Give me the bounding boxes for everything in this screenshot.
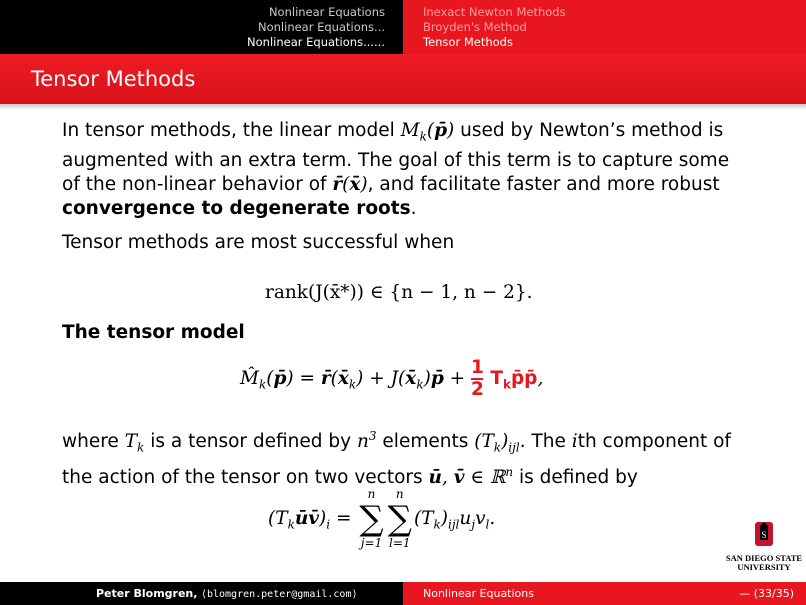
math-vectors: ū, v̄ ∈ ℝ$^n$ [428, 464, 514, 488]
nav-right [403, 0, 806, 54]
text: where [62, 431, 125, 453]
sdsu-shield-icon [753, 520, 775, 550]
math-tk: $T_k$ [124, 431, 145, 455]
svg-text:S: S [761, 530, 767, 540]
title-bar [0, 54, 806, 104]
top-navigation [0, 0, 806, 54]
heading-tensor-model: The tensor model [62, 322, 245, 343]
page-number: — (33/35) [739, 587, 794, 600]
nav-subsection-current[interactable]: Tensor Methods [423, 35, 513, 49]
university-logo [723, 520, 805, 580]
nav-item[interactable]: Nonlinear Equations... [258, 20, 385, 34]
text: used by Newton’s method is augmented with an extra term. The goal of this term is to capture some of the non-linear behavior of [62, 120, 730, 195]
math-residual: r̄(x̄) [332, 173, 368, 195]
logo-text-2: UNIVERSITY [737, 562, 791, 572]
text: is a tensor defined by [144, 431, 357, 453]
fraction-half: $\frac{1}{2}$ [471, 357, 484, 400]
math-tkijl: $(T_k)_{ijl}$ [474, 431, 520, 455]
sum-l: n ∑ l=1 [387, 487, 412, 550]
text: is defined by [513, 467, 638, 488]
emphasis-text: convergence to degenerate roots [62, 197, 411, 219]
text: , and facilitate faster and more robust [367, 173, 720, 195]
text: th component of the action of the tensor on two vectors [62, 431, 731, 488]
tensor-model-equation: $M̂_k(p̄)$ = $r̄(x̄_k)$ + $J(x̄_k)p̄$ + $\frac{1}{2}$ $T_kp̄p̄$, [240, 357, 544, 400]
paragraph-condition: Tensor methods are most successful when [62, 231, 455, 253]
rank-equation: rank(J(x̄*)) ∈ {n − 1, n − 2}. [265, 282, 533, 303]
footer-author [0, 582, 403, 605]
section-name[interactable]: Nonlinear Equations [423, 587, 534, 600]
paragraph-intro [62, 119, 752, 221]
nav-left [0, 0, 403, 54]
slide-title: Tensor Methods [31, 67, 196, 91]
nav-item[interactable]: Nonlinear Equations [268, 5, 385, 19]
author-name: Peter Blomgren, [96, 587, 198, 600]
nav-subsection[interactable]: Inexact Newton Methods [423, 5, 566, 19]
author-email[interactable]: ⟨blomgren.peter@gmail.com⟩ [200, 589, 358, 600]
text: elements [376, 431, 475, 453]
tensor-action-equation: $(T_kūv̄)_i$ = n ∑ j=1 n ∑ l=1 $(T_k)_{ijl}u_jv_l$. [268, 487, 496, 550]
text: . [410, 197, 417, 219]
nav-item-current[interactable]: Nonlinear Equations...... [247, 35, 385, 49]
footer [0, 582, 806, 605]
nav-subsection[interactable]: Broyden's Method [423, 20, 527, 34]
paragraph-definition [62, 424, 752, 490]
math-i: i [571, 431, 578, 453]
logo-text-1: SAN DIEGO STATE [725, 553, 803, 563]
footer-section [403, 582, 806, 605]
slide-body [62, 119, 752, 255]
sum-j: n ∑ j=1 [359, 487, 384, 550]
text: In tensor methods, the linear model [62, 120, 401, 141]
title-shadow [0, 104, 806, 110]
math-n3: $n^3$ [356, 429, 377, 453]
math-model: $M_k(p̄)$ [400, 120, 455, 144]
text: . The [519, 431, 572, 453]
